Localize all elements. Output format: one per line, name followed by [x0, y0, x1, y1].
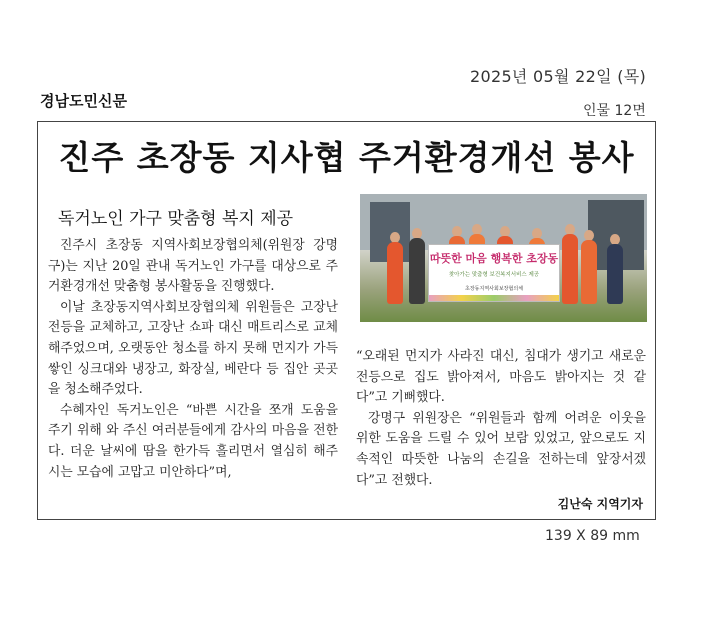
- photo-person: [581, 240, 597, 304]
- clipping-size: 139 X 89 mm: [545, 528, 640, 544]
- photo-banner-subtitle: 찾아가는 맞춤형 보건복지서비스 제공: [448, 272, 540, 278]
- photo-person: [409, 238, 425, 304]
- photo-banner: [428, 244, 560, 302]
- article-clipping: [37, 121, 656, 520]
- article-subheadline: 독거노인 가구 맞춤형 복지 제공: [58, 209, 294, 229]
- article-headline: 진주 초장동 지사협 주거환경개선 봉사: [58, 138, 635, 177]
- article-body-right: [356, 347, 646, 491]
- photo-banner-title: 따뜻한 마음 행복한 초장동: [429, 252, 559, 265]
- article-body-left: [48, 236, 338, 483]
- photo-banner-flowers: [429, 295, 559, 301]
- body-paragraph: 강명구 위원장은 “위원들과 함께 어려운 이웃을 위한 도움을 드릴 수 있어 보람 있었고, 앞으로도 지속적인 따뜻한 나눔의 손길을 전하는데 앞장서겠다”고 전했다.: [356, 410, 646, 488]
- body-paragraph: “오래된 먼지가 사라진 대신, 침대가 생기고 새로운 전등으로 집도 밝아져서, 마음도 밝아지는 것 같다”고 기뻐했다.: [356, 349, 646, 406]
- photo-person: [607, 244, 623, 304]
- article-photo: [360, 194, 647, 322]
- photo-banner-organization: 초장동지역사회보장협의체: [465, 286, 523, 292]
- photo-person: [562, 234, 578, 304]
- article-byline: 김난숙 지역기자: [557, 497, 643, 511]
- publication-date: 2025년 05월 22일 (목): [470, 67, 647, 86]
- body-paragraph: 진주시 초장동 지역사회보장협의체(위원장 강명구)는 지난 20일 관내 독거노인 가구를 대상으로 주거환경개선 맞춤형 봉사활동을 진행했다.: [48, 238, 338, 295]
- body-paragraph: 이날 초장동지역사회보장협의체 위원들은 고장난 전등을 교체하고, 고장난 쇼파 대신 매트리스로 교체해주었으며, 오랫동안 청소를 하지 못해 먼지가 가득 쌓인 싱크대와 냉장고, 화장실, 베란다 등 집안 곳곳을 청소해주었다.: [48, 299, 338, 398]
- body-paragraph: 수혜자인 독거노인은 “바쁜 시간을 쪼개 도움을 주기 위해 와 주신 여러분들에게 감사의 마음을 전한다. 더운 날씨에 땀을 한가득 흘리면서 열심히 해주시는 모습에 고맙고 미안하다”며,: [48, 402, 338, 480]
- newspaper-name: 경남도민신문: [40, 92, 127, 110]
- photo-person: [387, 242, 403, 304]
- page-info: 인물 12면: [583, 103, 646, 119]
